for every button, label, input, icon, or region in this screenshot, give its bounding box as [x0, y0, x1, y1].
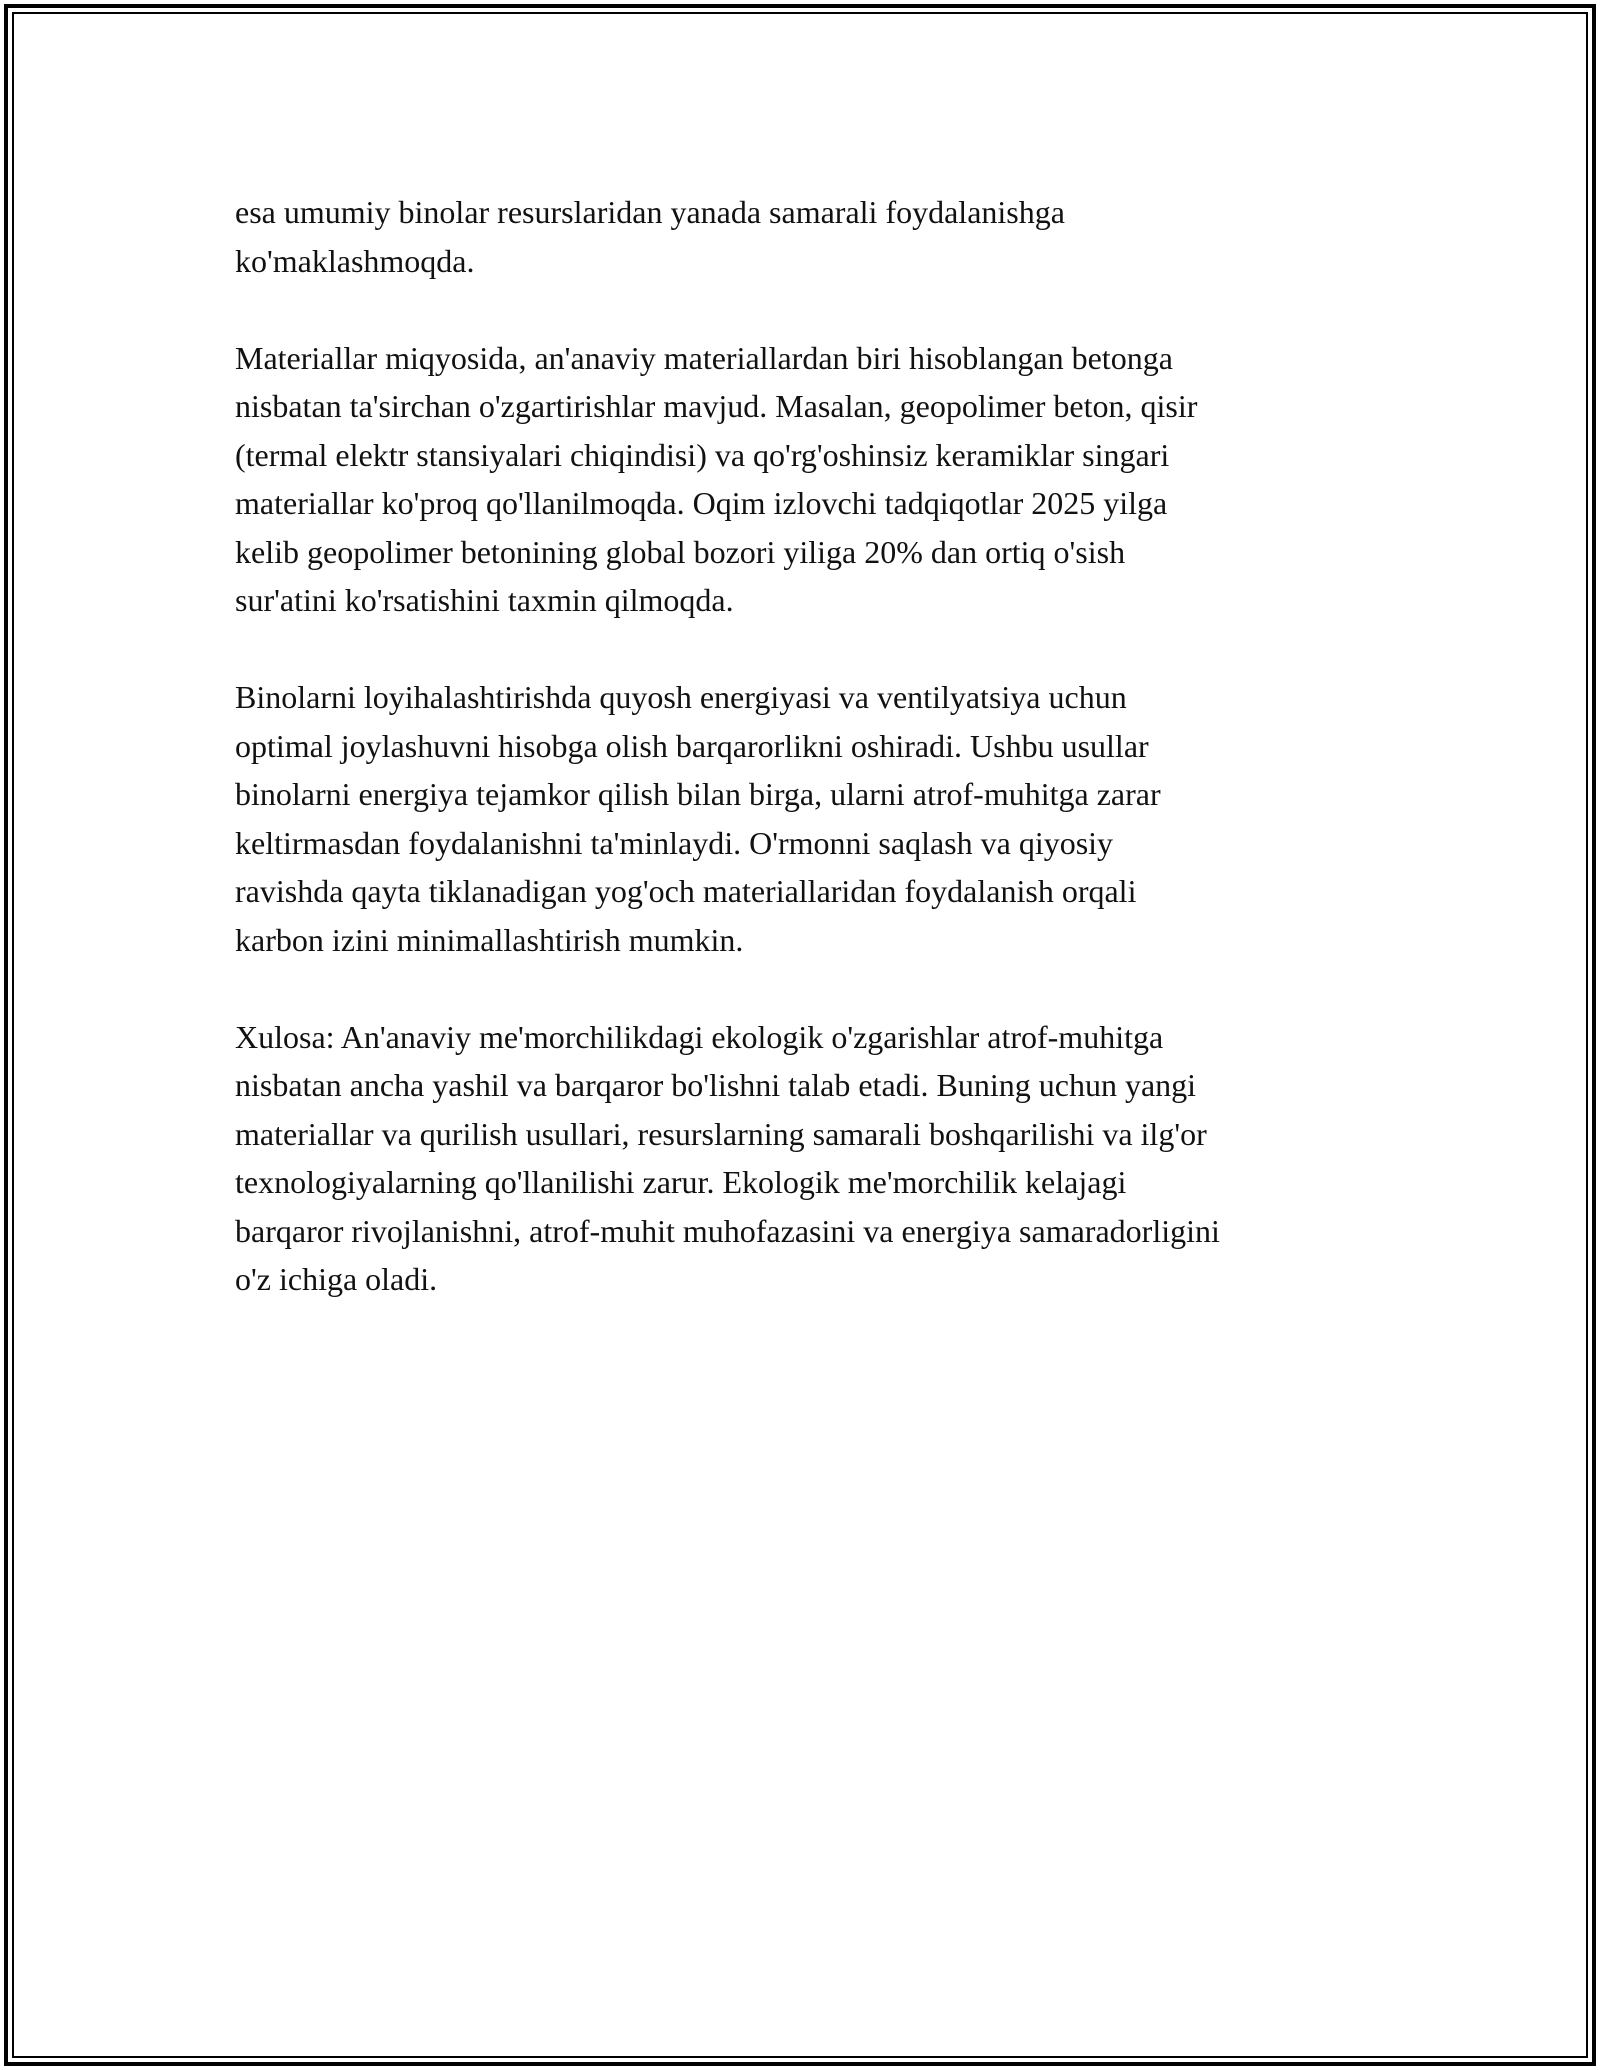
text-line: esa umumiy binolar resurslaridan yanada samarali foydalanishga — [235, 194, 1065, 230]
text-line: o'z ichiga oladi. — [235, 1261, 438, 1297]
paragraph-3 — [235, 673, 1375, 964]
text-line: materiallar ko'proq qo'llanilmoqda. Oqim izlovchi tadqiqotlar 2025 yilga — [235, 485, 1168, 521]
text-line: binolarni energiya tejamkor qilish bilan birga, ularni atrof-muhitga zarar — [235, 776, 1161, 812]
text-line: karbon izini minimallashtirish mumkin. — [235, 921, 744, 958]
text-line: kelib geopolimer betonining global bozori yiliga 20% dan ortiq o'sish — [235, 533, 1126, 570]
text-line: ravishda qayta tiklanadigan yog'och materiallaridan foydalanish orqali — [235, 873, 1137, 909]
text-line: nisbatan ta'sirchan o'zgartirishlar mavjud. Masalan, geopolimer beton, qisir — [235, 388, 1198, 424]
text-line: optimal joylashuvni hisobga olish barqarorlikni oshiradi. Ushbu usullar — [235, 727, 1149, 764]
document-body — [235, 188, 1375, 1352]
text-line: barqaror rivojlanishni, atrof-muhit muhofazasini va energiya samaradorligini — [235, 1212, 1220, 1249]
text-line: ko'maklashmoqda. — [235, 242, 475, 279]
text-line: nisbatan ancha yashil va barqaror bo'lishni talab etadi. Buning uchun yangi — [235, 1067, 1197, 1103]
text-line: Materiallar miqyosida, an'anaviy materiallardan biri hisoblangan betonga — [235, 339, 1173, 376]
paragraph-2 — [235, 334, 1375, 625]
paragraph-1 — [235, 188, 1375, 285]
text-line: materiallar va qurilish usullari, resurslarning samarali boshqarilishi va ilg'or — [235, 1115, 1207, 1152]
text-line: (termal elektr stansiyalari chiqindisi) va qo'rg'oshinsiz keramiklar singari — [235, 436, 1170, 473]
paragraph-conclusion — [235, 1013, 1375, 1304]
text-line: Binolarni loyihalashtirishda quyosh energiyasi va ventilyatsiya uchun — [235, 679, 1127, 715]
text-line: keltirmasdan foydalanishni ta'minlaydi. O'rmonni saqlash va qiyosiy — [235, 824, 1114, 861]
text-line: Xulosa: An'anaviy me'morchilikdagi ekologik o'zgarishlar atrof-muhitga — [235, 1018, 1164, 1055]
text-line: texnologiyalarning qo'llanilishi zarur. Ekologik me'morchilik kelajagi — [235, 1164, 1127, 1200]
text-line: sur'atini ko'rsatishini taxmin qilmoqda. — [235, 582, 734, 618]
